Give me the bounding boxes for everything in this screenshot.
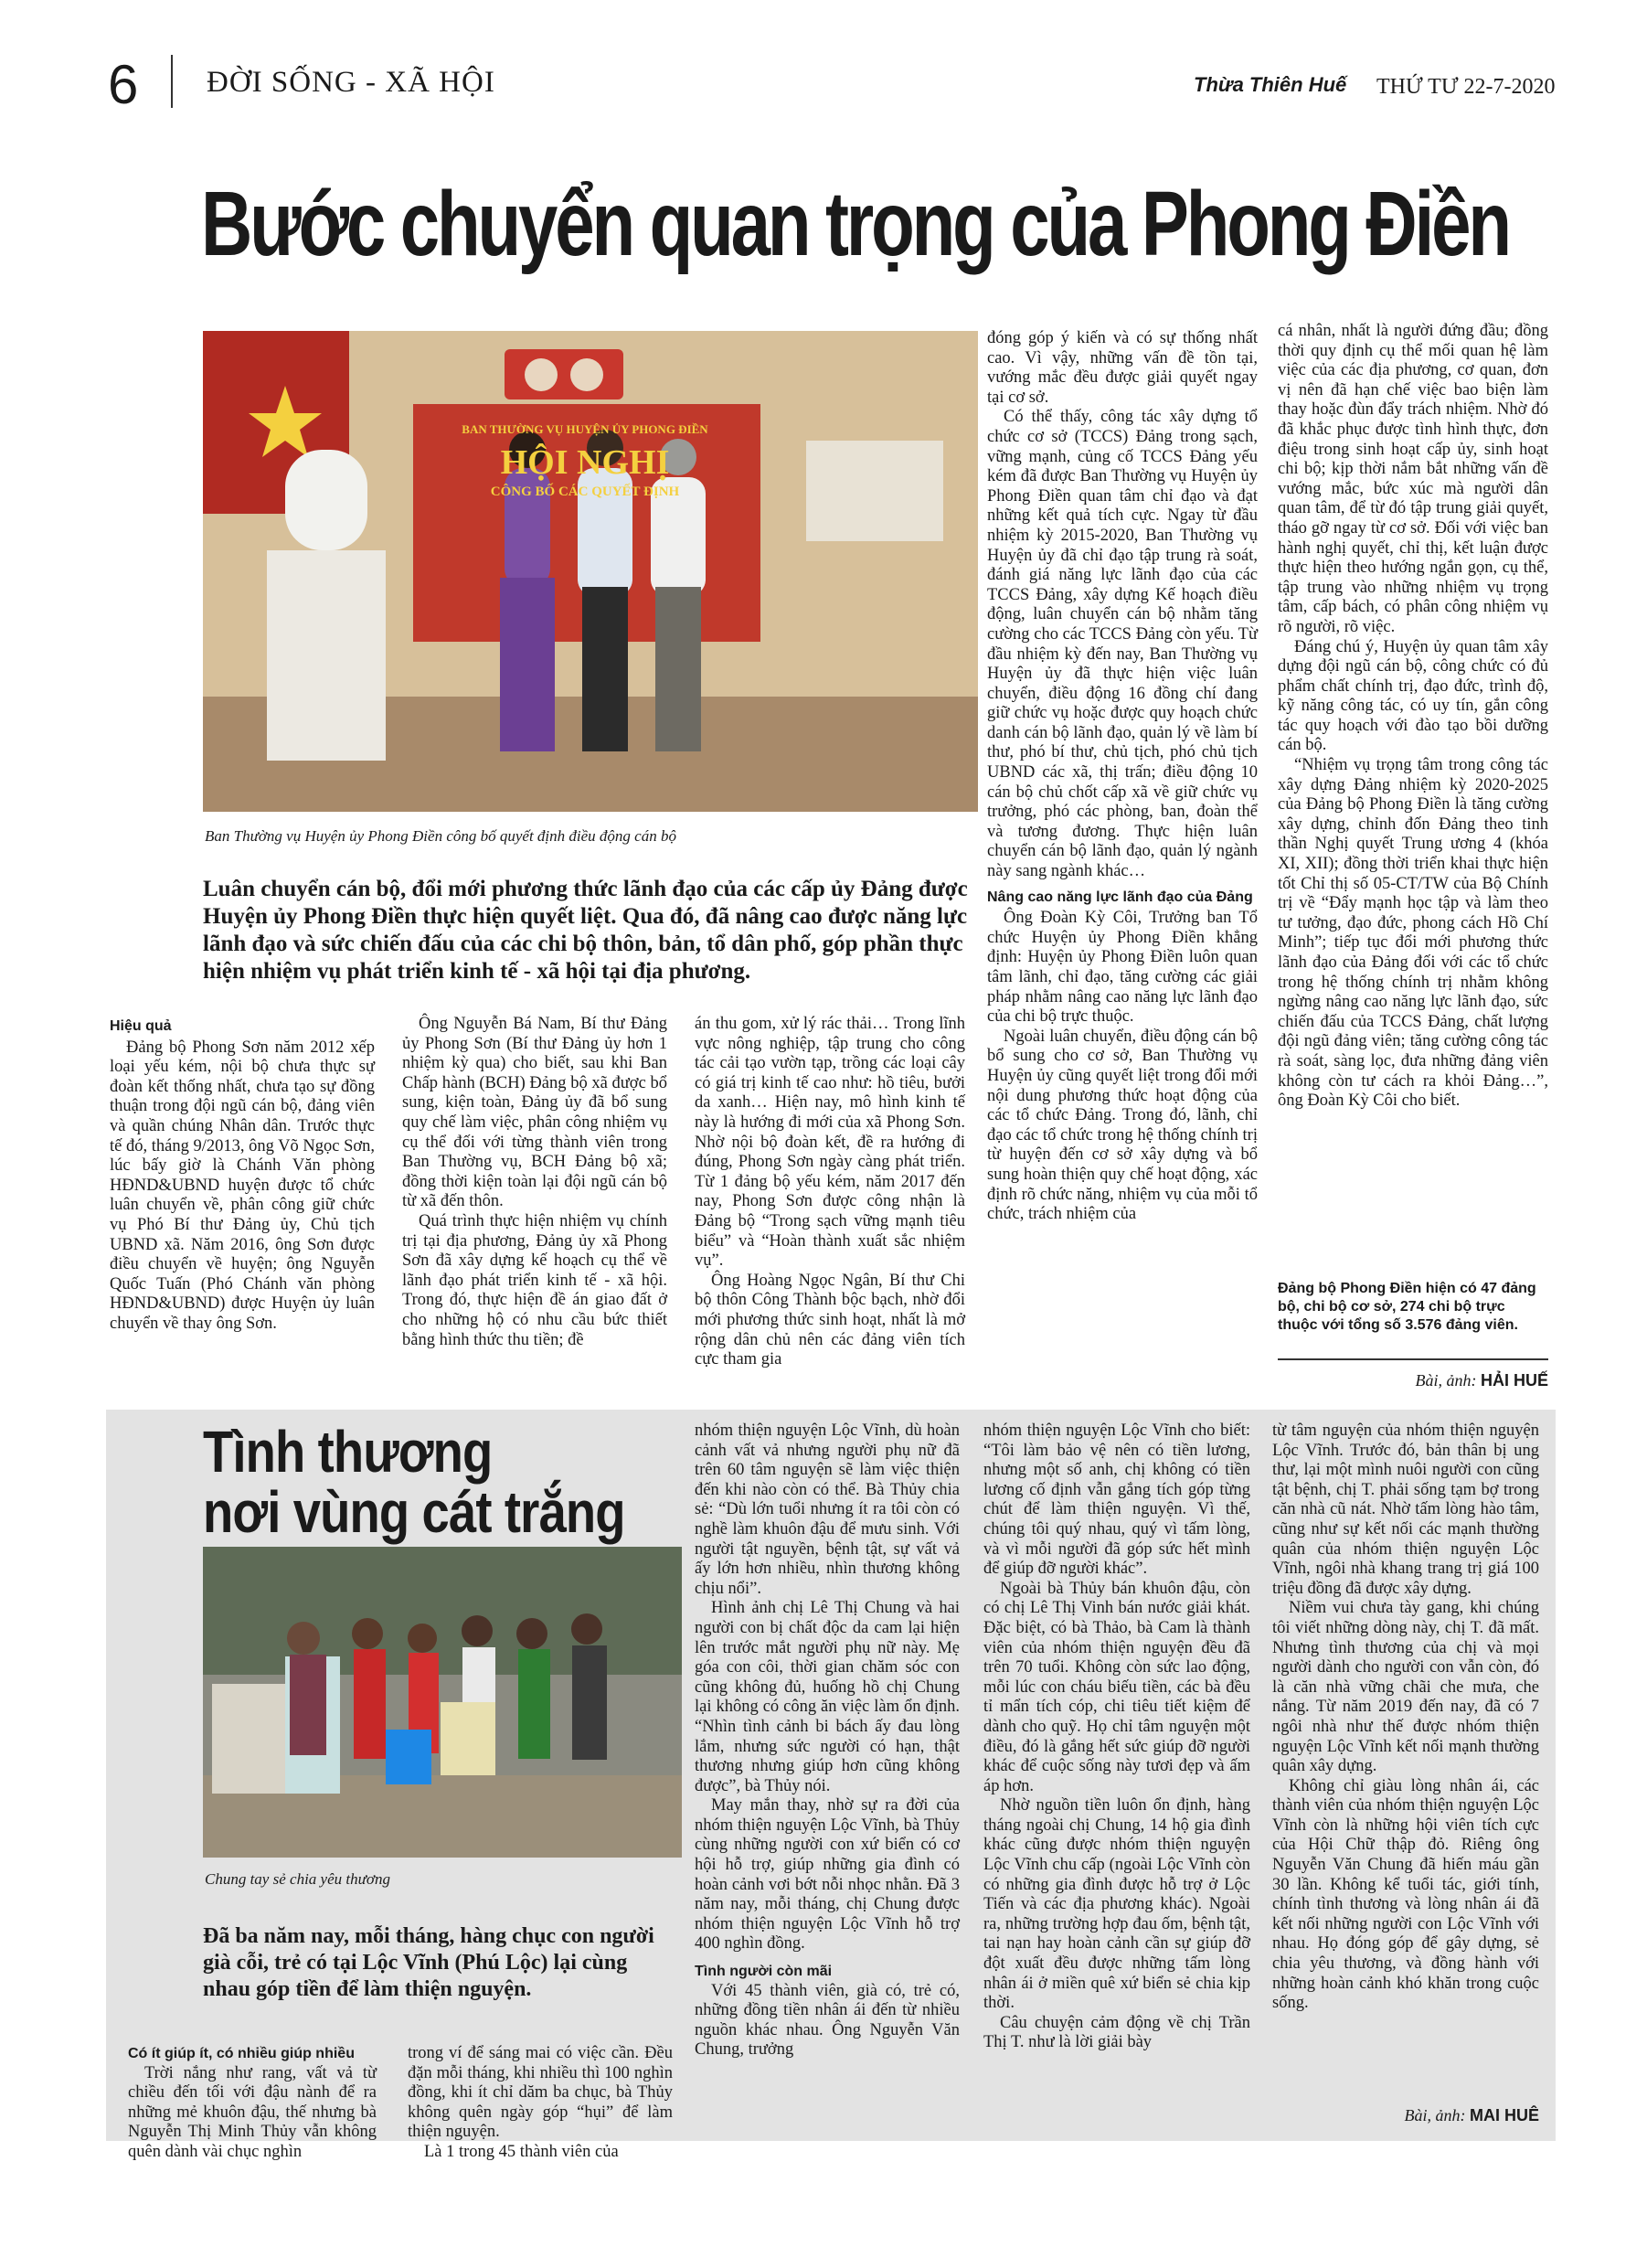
article1-column-right-2 [1278,322,1548,1112]
article2-subheading-2: Tình người còn mãi [695,1964,833,1980]
article1-byline [1278,1371,1548,1390]
article1-column-2 [402,1015,667,1350]
paragraph: Nhờ nguồn tiền luôn ổn định, hàng tháng ngoài chị Chung, 14 hộ gia đình khác cũng được nhóm thiện nguyện Lộc Vĩnh chu cấp (ngoài Lộc Vĩnh còn có những gia đình được hỗ trợ ở Lộc Tiến và các địa phương khác). Ngoài ra, những trường hợp đau ốm, bệnh tật, tai nạn hay hoàn cảnh cần sự giúp đỡ đột xuất đều được những tấm lòng nhân ái ở miền quê xứ biển sẻ chia kịp thời. [983,1796,1250,2013]
banner-subtitle: CÔNG BỐ CÁC QUYẾT ĐỊNH [490,484,680,499]
article1-headline: Bước chuyển quan trọng của Phong Điền [201,173,1509,275]
paragraph: Ông Nguyễn Bá Nam, Bí thư Đảng ủy Phong Sơn (Bí thư Đảng ủy hơn 1 nhiệm kỳ qua) cho biết, sau khi Ban Chấp hành (BCH) Đảng bộ xã được bổ sung, kiện toàn, Đảng ủy đã bổ sung quy chế làm việc, phân công nhiệm vụ cụ thể đối với từng thành viên trong Ban Thường vụ, BCH Đảng bộ xã; đồng thời kiện toàn lại đội ngũ cán bộ từ xã đến thôn. [402,1015,667,1211]
paragraph: Ông Đoàn Kỳ Côi, Trưởng ban Tổ chức Huyện ủy Phong Điền khẳng định: Huyện ủy Phong Điền luôn quan tâm lãnh, chỉ đạo, tăng cường các giải pháp nhằm nâng cao năng lực lãnh đạo của chi bộ trực thuộc. [987,909,1258,1027]
article1-subheading-2: Nâng cao năng lực lãnh đạo của Đảng [987,889,1253,905]
paragraph: Đảng bộ Phong Sơn năm 2012 xếp loại yếu kém, nội bộ chưa thực sự đoàn kết thống nhất, chưa tạo sự đồng thuận trong đội ngũ cán bộ, đảng viên và quần chúng Nhân dân. Trước thực tế đó, tháng 9/2013, ông Võ Ngọc Sơn, lúc bấy giờ là Chánh Văn phòng HĐND&UBND huyện được tổ chức luân chuyển về, phân công giữ chức vụ Phó Bí thư Đảng ủy, Chủ tịch UBND xã. Năm 2016, ông Sơn được điều chuyển về huyện; ông Nguyễn Quốc Tuấn (Phó Chánh văn phòng HĐND&UBND) được Huyện ủy luân chuyển về thay ông Sơn. [110,1038,376,1333]
article1-column-1 [110,1015,375,1335]
paragraph: trong ví để sáng mai có việc cần. Đều đặn mỗi tháng, khi nhiều thì 100 nghìn đồng, khi ít chỉ dăm ba chục, bà Thủy không quên ngày góp “hụi” để làm thiện nguyện. [408,2044,673,2142]
paragraph: Ngoài bà Thủy bán khuôn đậu, còn có chị Lê Thị Vinh bán nước giải khát. Đặc biệt, có bà Thảo, bà Cam là thành viên của nhóm thiện nguyện đều đã trên 70 tuổi. Không còn sức lao động, mỗi lúc con cháu biếu tiền, các bà đều tỉ mẩn tích cóp, chi tiêu tiết kiệm để dành cho quỹ. Họ chỉ tâm nguyện một điều, đó là gắng hết sức giúp đỡ người khác để cuộc sống này tươi đẹp và ấm áp hơn. [983,1579,1250,1795]
article2-headline [203,1419,625,1545]
issue-date: THỨ TƯ 22-7-2020 [1376,75,1556,99]
article1-photo-caption: Ban Thường vụ Huyện ủy Phong Điền công bố quyết định điều động cán bộ [205,827,676,845]
byline-author: MAI HUÊ [1470,2106,1539,2124]
article2-column-1 [128,2044,377,2163]
paragraph: từ tâm nguyện của nhóm thiện nguyện Lộc Vĩnh. Trước đó, bản thân bị ung thư, lại một mình nuôi người con cũng tật bệnh, chị T. phải sống tạm bợ trong căn nhà cũ nát. Nhờ tấm lòng hào tâm, cũng như sự kết nối các mạnh thường quân của nhóm thiện nguyện Lộc Vĩnh, ngôi nhà khang trang trị giá 100 triệu đồng đã được xây dựng. [1272,1421,1539,1598]
paragraph: Ngoài luân chuyển, điều động cán bộ bổ sung cho cơ sở, Ban Thường vụ Huyện ủy cũng quyết liệt trong đổi mới nội dung phương thức hoạt động của các tổ chức Đảng. Trong đó, lãnh, chỉ đạo các tổ chức trong hệ thống chính trị từ huyện đến cơ sở xây dựng và bổ sung hoàn thiện quy chế hoạt động, xác định rõ chức năng, nhiệm vụ của mỗi tổ chức, trách nhiệm của [987,1027,1258,1224]
article1-column-3 [695,1015,965,1370]
paragraph: “Nhiệm vụ trọng tâm trong công tác xây dựng Đảng nhiệm kỳ 2020-2025 của Đảng bộ Phong Điền là tăng cường xây dựng, chỉnh đốn Đảng theo tinh thần Nghị quyết Trung ương 4 (khóa XI, XII); đồng thời triển khai thực hiện tốt Chỉ thị số 05-CT/TW của Bộ Chính trị về “Đẩy mạnh học tập và làm theo tư tưởng, đạo đức, phong cách Hồ Chí Minh”; tiếp tục đổi mới phương thức lãnh đạo của Đảng đối với các tổ chức trong hệ thống chính trị nhằm không ngừng nâng cao năng lực lãnh đạo, sức chiến đấu của TCCS Đảng, chất lượng đội ngũ đảng viên; tăng cường công tác rà soát, sàng lọc, đưa những đảng viên không còn tư cách ra khỏi Đảng…”, ông Đoàn Kỳ Côi cho biết. [1278,756,1548,1111]
newspaper-name: Thừa Thiên Huế [1194,73,1347,96]
article2-column-5 [1272,1421,1539,2014]
banner-organization: BAN THƯỜNG VỤ HUYỆN ỦY PHONG ĐIỀN [462,422,708,436]
article2-column-2 [408,2044,673,2163]
paragraph: Quá trình thực hiện nhiệm vụ chính trị tại địa phương, Đảng ủy xã Phong Sơn đã xây dựng kế hoạch cụ thể về lãnh đạo phát triển kinh tế - xã hội. Trong đó, thực hiện đề án giao đất ở cho những hộ có nhu cầu bức thiết bằng hình thức thu tiền; đề [402,1211,667,1349]
article1-lead: Luân chuyển cán bộ, đổi mới phương thức lãnh đạo của các cấp ủy Đảng được Huyện ủy Phong Điền thực hiện quyết liệt. Qua đó, đã nâng cao được năng lực lãnh đạo và sức chiến đấu của các chi bộ thôn, bản, tổ dân phố, góp phần thực hiện nhiệm vụ phát triển kinh tế - xã hội tại địa phương. [203,877,968,984]
banner-title: HỘI NGHỊ [500,443,670,482]
article1-factbox: Đảng bộ Phong Điền hiện có 47 đảng bộ, chi bộ cơ sở, 274 chi bộ trực thuộc với tổng số 3.576 đảng viên. [1278,1281,1536,1333]
article2-byline [1272,2106,1539,2125]
page-number: 6 [108,54,139,115]
paragraph: Với 45 thành viên, già có, trẻ có, những đồng tiền nhân ái đến từ nhiều nguồn khác nhau. Ông Nguyễn Văn Chung, trưởng [695,1981,960,2060]
article2-photo [203,1547,682,1858]
paragraph: Trời nắng như rang, vất vả từ chiều đến tối với đậu nành để ra những mẻ khuôn đậu, thế nhưng bà Nguyễn Thị Minh Thủy vẫn không quên dành vài chục nghìn [128,2063,377,2161]
paragraph: đóng góp ý kiến và có sự thống nhất cao. Vì vậy, những vấn đề tồn tại, vướng mắc đều được giải quyết ngay tại cơ sở. [987,329,1258,407]
paragraph: án thu gom, xử lý rác thải… Trong lĩnh vực nông nghiệp, tập trung cho công tác cải tạo vườn tạp, trồng các loại cây có giá trị kinh tế cao như: hồ tiêu, bưởi da xanh… Hiện nay, mô hình kinh tế này là hướng đi mới của xã Phong Sơn. Nhờ nội bộ đoàn kết, đề ra hướng đi đúng, Phong Sơn ngày càng phát triển. Từ 1 đảng bộ yếu kém, năm 2017 đến nay, Phong Sơn được công nhận là Đảng bộ “Trong sạch vững mạnh tiêu biểu” và “Hoàn thành xuất sắc nhiệm vụ”. [695,1015,965,1271]
article2-lead: Đã ba năm nay, mỗi tháng, hàng chục con người già cỗi, trẻ có tại Lộc Vĩnh (Phú Lộc) lại cùng nhau góp tiền để làm thiện nguyện. [203,1924,654,2001]
paragraph: Có thể thấy, công tác xây dựng tổ chức cơ sở (TCCS) Đảng trong sạch, vững mạnh, củng cố TCCS Đảng yếu kém đã được Ban Thường vụ Huyện ủy Phong Điền quan tâm chỉ đạo và đạt những kết quả tích cực. Ngay từ đầu nhiệm kỳ 2015-2020, Ban Thường vụ Huyện ủy đã chỉ đạo tập trung rà soát, đánh giá năng lực lãnh đạo của các TCCS Đảng, xây dựng Kế hoạch điều động, luân chuyển cán bộ nhằm tăng cường cho các TCCS Đảng còn yếu. Từ đầu nhiệm kỳ đến nay, Ban Thường vụ Huyện ủy đã thực hiện việc luân chuyển, điều động 16 đồng chí đang giữ chức vụ hoặc được quy hoạch chức danh cán bộ lãnh đạo, quản lý về làm bí thư, phó bí thư, chủ tịch, phó chủ tịch UBND các xã, thị trấn; điều động 10 cán bộ chủ chốt cấp xã về giữ chức vụ trưởng, phó các phòng, ban, đoàn thể và tương đương. Thực hiện luân chuyển cán bộ lãnh đạo, quản lý ngành này sang ngành khác… [987,408,1258,881]
paragraph: Niềm vui chưa tày gang, khi chúng tôi viết những dòng này, chị T. đã mất. Nhưng tình thương của chị và mọi người dành cho người con vẫn còn, đó là căn nhà vững chãi che mưa, che nắng. Từ năm 2019 đến nay, đã có 7 ngôi nhà như thế được nhóm thiện nguyện Lộc Vĩnh kết nối mạnh thường quân xây dựng. [1272,1599,1539,1776]
conference-photo-illustration [203,331,978,812]
paragraph: Là 1 trong 45 thành viên của [424,2142,619,2161]
paragraph: May mắn thay, nhờ sự ra đời của nhóm thiện nguyện Lộc Vĩnh, bà Thủy cùng những người con xứ biển có cơ hội hỗ trợ, giúp những gia đình có hoàn cảnh vơi bớt nỗi nhọc nhằn. Đã 3 năm nay, mỗi tháng, chị Chung được nhóm thiện nguyện Lộc Vĩnh hỗ trợ 400 nghìn đồng. [695,1796,960,1954]
article2-column-3 [695,1421,960,2060]
section-title: ĐỜI SỐNG - XÃ HỘI [207,66,495,99]
byline-prefix: Bài, ảnh: [1404,2106,1466,2124]
paragraph: Ông Hoàng Ngọc Ngân, Bí thư Chi bộ thôn Công Thành bộc bạch, nhờ đổi mới phương thức sinh hoạt, nhất là mở rộng dân chủ nên các đảng viên tích cực tham gia [695,1271,965,1369]
article2-subheading-1: Có ít giúp ít, có nhiều giúp nhiều [128,2046,355,2061]
paragraph: nhóm thiện nguyện Lộc Vĩnh, dù hoàn cảnh vất vả nhưng người phụ nữ đã trên 60 tâm nguyện sẽ làm việc thiện đến khi nào còn có thể. Bà Thủy chia sẻ: “Dù lớn tuổi nhưng ít ra tôi còn có nghề làm khuôn đậu để mưu sinh. Với người tật nguyền, bệnh tật, sự vất vả ấy lớn hơn nhiều, nhìn thương không chịu nổi”. [695,1421,960,1598]
article2-headline-line1: Tình thương [203,1419,493,1485]
article1-column-right-1 [987,329,1258,1225]
article1-subheading-1: Hiệu quả [110,1018,172,1034]
article2-photo-caption: Chung tay sẻ chia yêu thương [205,1870,390,1888]
article2-column-4 [983,1421,1250,2053]
charity-photo-illustration [203,1547,682,1858]
factbox-rule [1278,1358,1548,1360]
byline-prefix: Bài, ảnh: [1415,1371,1477,1390]
header-divider [171,55,173,108]
paragraph: Đáng chú ý, Huyện ủy quan tâm xây dựng đội ngũ cán bộ, công chức có đủ phẩm chất chính trị, đạo đức, trình độ, kỹ năng công tác, có uy tín, gắn công tác quy hoạch với đào tạo bồi dưỡng cán bộ. [1278,637,1548,755]
paragraph: Hình ảnh chị Lê Thị Chung và hai người con bị chất độc da cam lại hiện lên trước mắt người phụ nữ này. Mẹ góa con côi, thời gian chăm sóc con cũng không đủ, huống hồ chị Chung lại không có công ăn việc làm ổn định. “Nhìn tình cảnh bi bách ấy đau lòng lắm, nhưng sức người có hạn, thật thương nhưng giúp hơn cũng không được”, bà Thủy nói. [695,1599,960,1795]
paragraph: nhóm thiện nguyện Lộc Vĩnh cho biết: “Tôi làm bảo vệ nên có tiền lương, nhưng một số anh, chị không có tiền lương cố định vẫn gắng tích góp từng chút để làm thiện nguyện. Vì thế, chúng tôi quý nhau, quý vì tấm lòng, và vì mỗi người đã góp sức hết mình để giúp đỡ người khác”. [983,1421,1250,1579]
paragraph: Không chỉ giàu lòng nhân ái, các thành viên của nhóm thiện nguyện Lộc Vĩnh còn là những hội viên tích cực của Hội Chữ thập đỏ. Riêng ông Nguyễn Văn Chung đã hiến máu gần 30 lần. Không kể tuổi tác, giới tính, chính tình thương và lòng nhân ái đã kết nối những người con Lộc Vĩnh với nhau. Họ đóng góp để gây dựng, sẻ chia yêu thương, và đồng hành với những hoàn cảnh khó khăn trong cuộc sống. [1272,1776,1539,2013]
article2-headline-line2: nơi vùng cát trắng [203,1479,625,1545]
paragraph: cá nhân, nhất là người đứng đầu; đồng thời quy định cụ thể mối quan hệ làm việc của các địa phương, cơ quan, đơn vị nên đã hạn chế việc bao biện làm thay hoặc đùn đẩy trách nhiệm. Nhờ đó đã khắc phục được tình hình thực, đơn điệu trong sinh hoạt cấp ủy, sinh hoạt chi bộ; kịp thời nắm bắt những vấn đề vướng mắc, bức xúc mà người dân quan tâm, để từ đó tập trung giải quyết, tháo gỡ ngay từ cơ sở. Đối với việc ban hành nghị quyết, chỉ thị, kết luận được thực hiện theo hướng ngắn gọn, cụ thể, tập trung vào những nhiệm vụ trọng tâm, cấp bách, có phân công nhiệm vụ rõ người, rõ việc. [1278,322,1548,636]
article1-photo [203,331,978,812]
paragraph: Câu chuyện cảm động về chị Trần Thị T. như là lời giải bày [983,2013,1250,2052]
byline-author: HẢI HUẾ [1480,1371,1548,1390]
